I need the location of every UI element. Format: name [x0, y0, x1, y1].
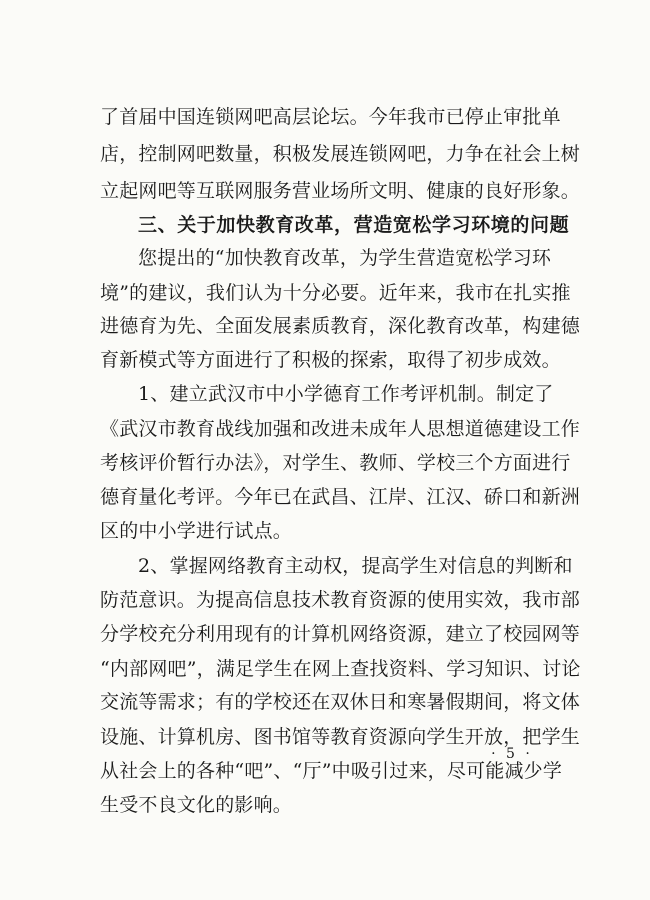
text-line: 2、掌握网络教育主动权，提高学生对信息的判断和 [138, 555, 573, 577]
text-line: “内部网吧”，满足学生在网上查找资料、学习知识、讨论 [100, 658, 581, 680]
text-line: 育新模式等方面进行了积极的探索，取得了初步成效。 [100, 349, 561, 371]
text-line: 设施、计算机房、图书馆等教育资源向学生开放，把学生 [100, 726, 581, 748]
section-heading: 三、关于加快教育改革，营造宽松学习环境的问题 [138, 214, 570, 236]
text-line: 生受不良文化的影响。 [100, 794, 293, 816]
text-line: 店，控制网吧数量，积极发展连锁网吧，力争在社会上树 [100, 143, 581, 165]
text-line: 立起网吧等互联网服务营业场所文明、健康的良好形象。 [100, 180, 581, 202]
text-line: 进德育为先、全面发展素质教育，深化教育改革，构建德 [100, 315, 581, 337]
text-line: 境”的建议，我们认为十分必要。近年来，我市在扎实推 [100, 282, 571, 304]
text-line: 您提出的“加快教育改革，为学生营造宽松学习环 [138, 247, 552, 269]
page-number: · 5 · [491, 746, 533, 762]
text-line: 《武汉市教育战线加强和改进未成年人思想道德建设工作 [100, 418, 581, 440]
text-line: 从社会上的各种“吧”、“厅”中吸引过来，尽可能减少学 [100, 760, 563, 782]
text-line: 分学校充分利用现有的计算机网络资源，建立了校园网等 [100, 623, 581, 645]
text-line: 考核评价暂行办法》，对学生、教师、学校三个方面进行 [100, 452, 571, 474]
text-line: 了首届中国连锁网吧高层论坛。今年我市已停止审批单 [100, 106, 561, 128]
text-line: 交流等需求；有的学校还在双休日和寒暑假期间，将文体 [100, 691, 581, 713]
text-line: 区的中小学进行试点。 [100, 520, 293, 542]
text-line: 防范意识。为提高信息技术教育资源的使用实效，我市部 [100, 589, 581, 611]
text-line: 德育量化考评。今年已在武昌、江岸、江汉、硚口和新洲 [100, 486, 581, 508]
text-line: 1、建立武汉市中小学德育工作考评机制。制定了 [138, 383, 554, 405]
